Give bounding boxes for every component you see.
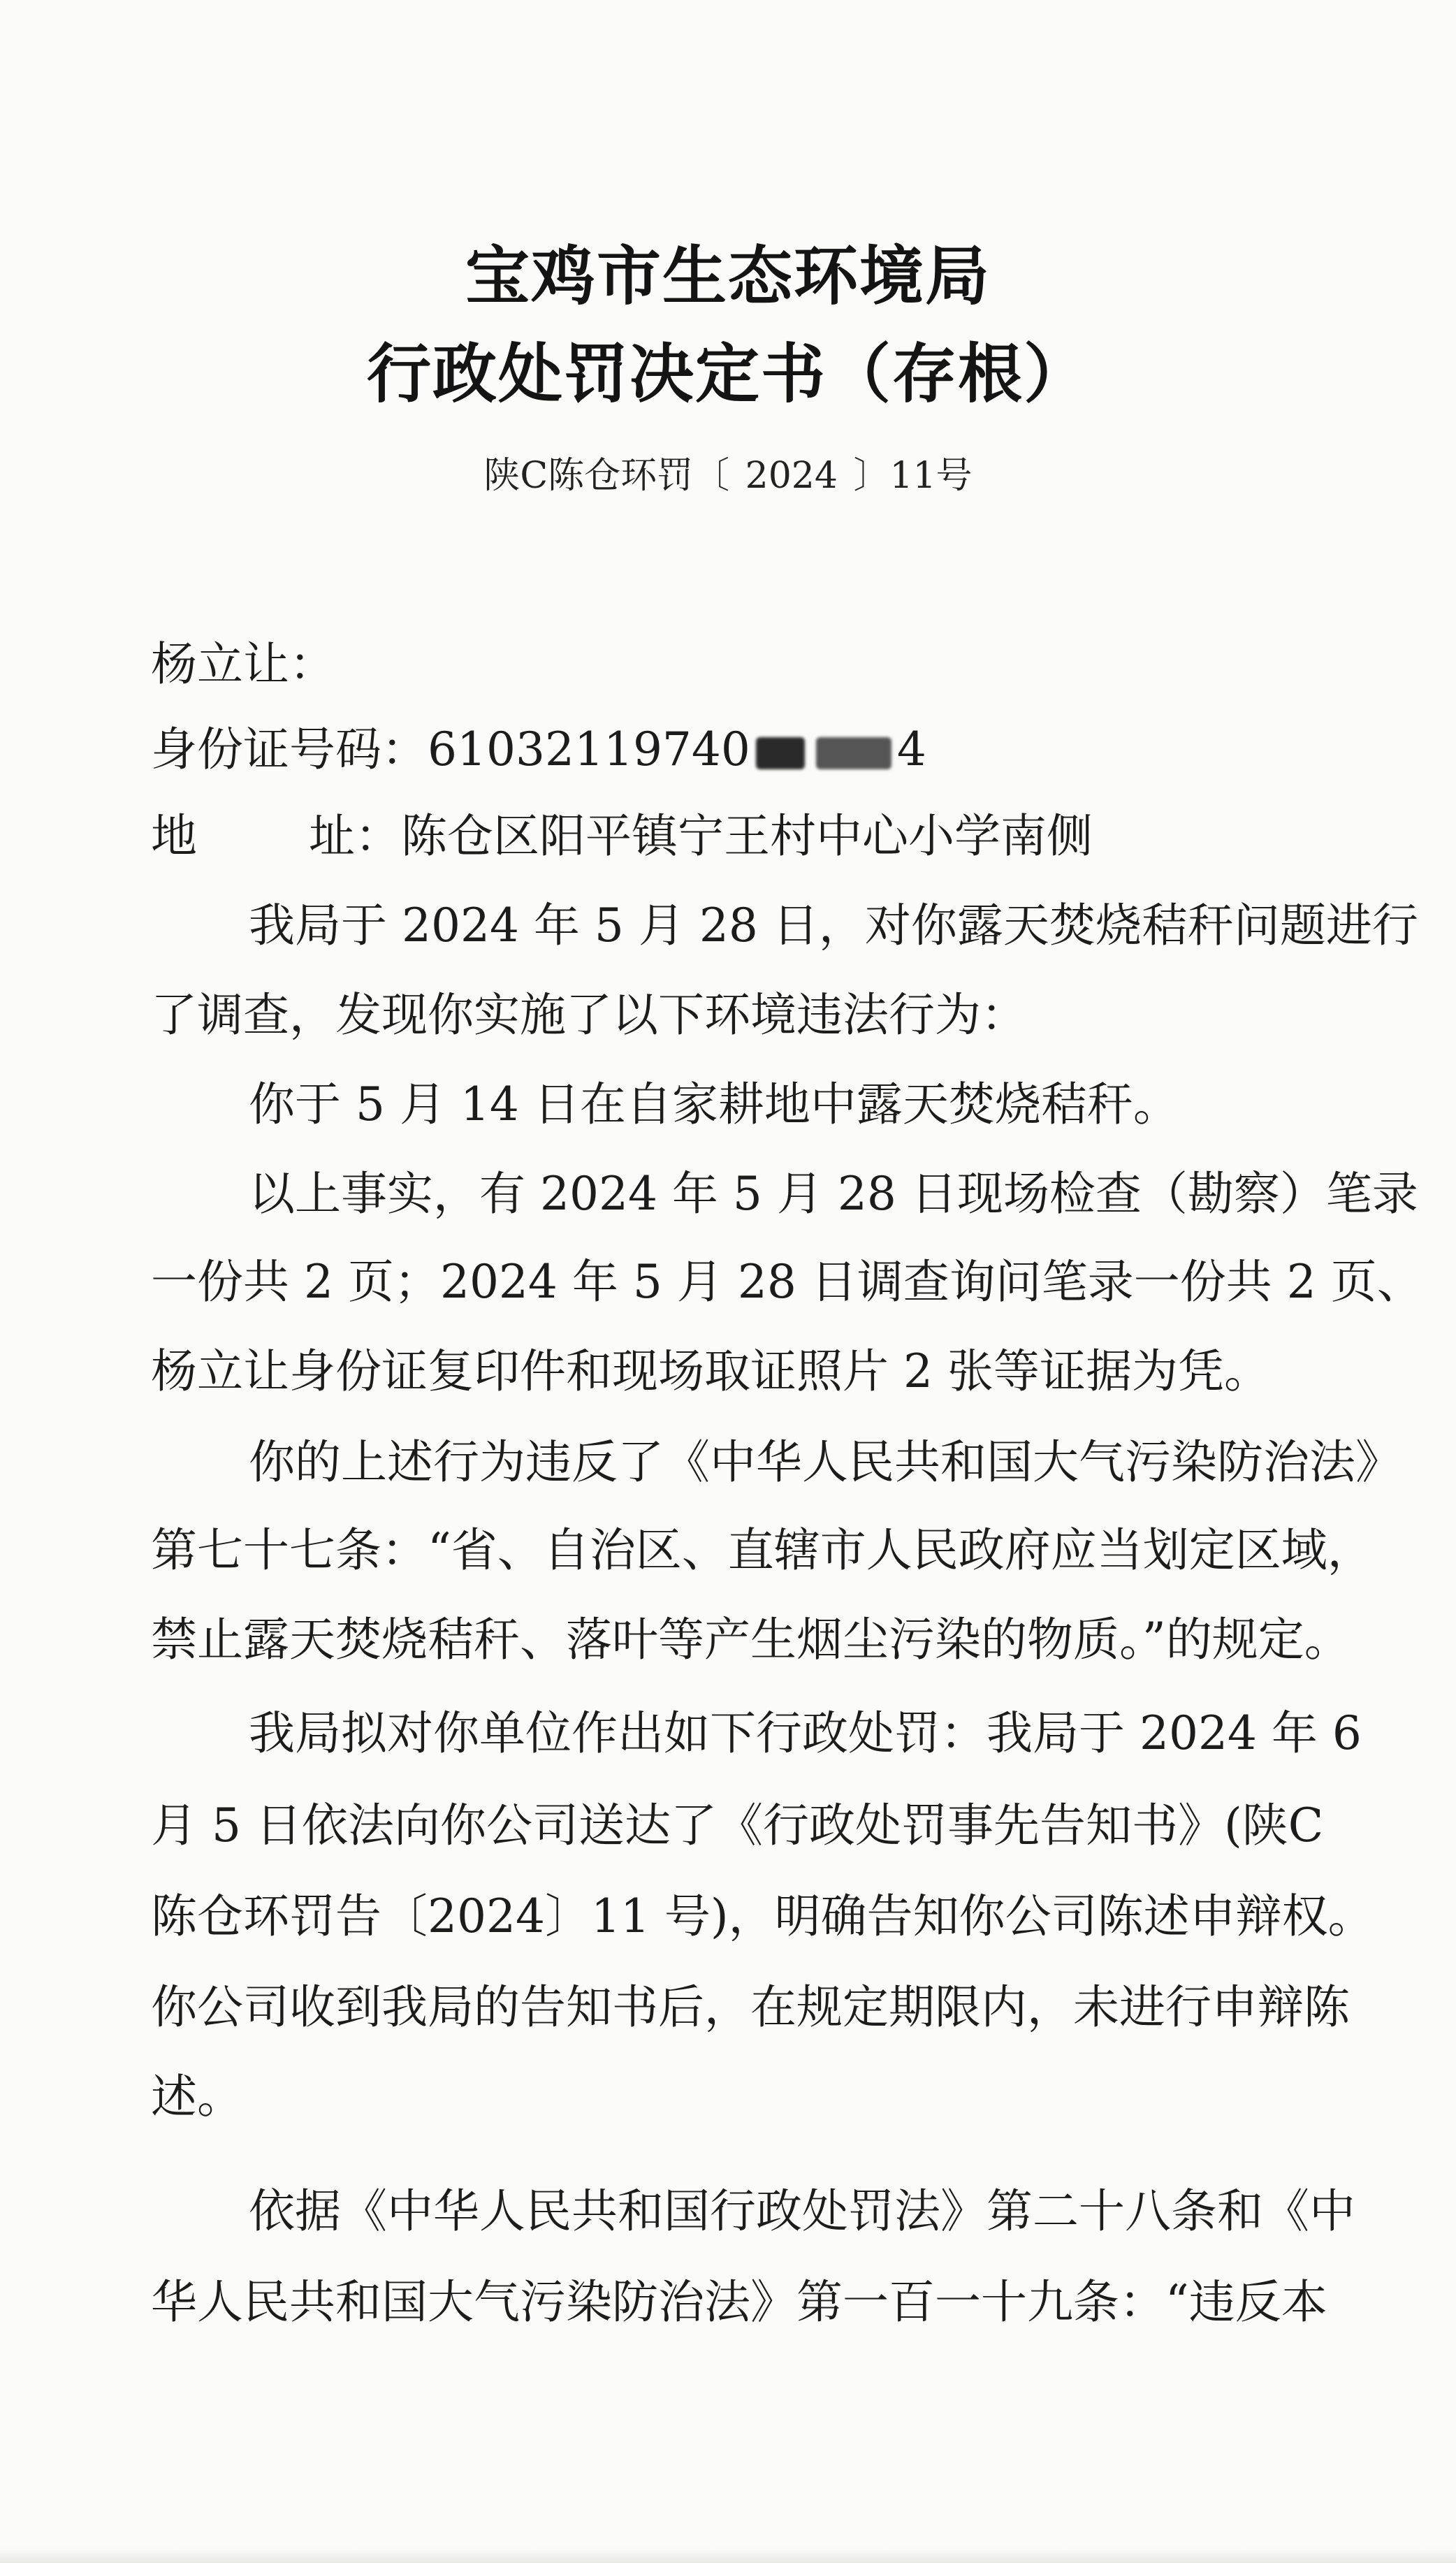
body-line: 你于 5 月 14 日在自家耕地中露天焚烧秸秆。: [249, 1077, 1179, 1131]
body-line: 依据《中华人民共和国行政处罚法》第二十八条和《中: [249, 2184, 1355, 2238]
id-number-suffix: 4: [896, 723, 926, 776]
body-line: 月 5 日依法向你公司送达了《行政处罚事先告知书》(陕C: [151, 1799, 1324, 1852]
redaction-mark: [756, 737, 805, 769]
body-line: 了调查，发现你实施了以下环境违法行为：: [151, 988, 1027, 1042]
body-line: 你的上述行为违反了《中华人民共和国大气污染防治法》: [249, 1435, 1402, 1489]
id-number-label: 身份证号码：: [151, 723, 428, 776]
party-name: 杨立让：: [151, 637, 335, 691]
body-line: 第七十七条：“省、自治区、直辖市人民政府应当划定区域，: [151, 1523, 1374, 1577]
doc-number: 陕C陈仓环罚〔 2024 〕11号: [483, 455, 973, 497]
body-line: 杨立让身份证复印件和现场取证照片 2 张等证据为凭。: [151, 1344, 1270, 1398]
body-line: 以上事实，有 2024 年 5 月 28 日现场检查（勘察）笔录: [249, 1167, 1418, 1221]
address-label-part2: 址：: [309, 809, 401, 863]
id-number-line: [151, 723, 926, 776]
address-label-part1: 地: [151, 809, 197, 863]
redaction-mark: [816, 737, 891, 769]
body-line: 华人民共和国大气污染防治法》第一百一十九条：“违反本: [151, 2275, 1327, 2329]
body-line: 我局拟对你单位作出如下行政处罚：我局于 2024 年 6: [249, 1706, 1362, 1760]
id-number-prefix: 61032119740: [428, 723, 750, 776]
body-line: 述。: [151, 2070, 243, 2123]
body-line: 陈仓环罚告〔2024〕11 号)，明确告知你公司陈述申辩权。: [151, 1889, 1374, 1943]
address-line: [151, 809, 1093, 863]
body-line: 一份共 2 页；2024 年 5 月 28 日调查询问笔录一份共 2 页、: [151, 1255, 1423, 1309]
doc-title-decision: 行政处罚决定书（存根）: [366, 337, 1089, 412]
page-bottom-edge: [0, 2548, 1456, 2563]
address-value: 陈仓区阳平镇宁王村中心小学南侧: [401, 809, 1093, 863]
doc-title-agency: 宝鸡市生态环境局: [465, 239, 991, 314]
body-line: 我局于 2024 年 5 月 28 日，对你露天焚烧秸秆问题进行: [249, 899, 1418, 952]
body-line: 你公司收到我局的告知书后，在规定期限内，未进行申辩陈: [151, 1980, 1350, 2034]
body-line: 禁止露天焚烧秸秆、落叶等产生烟尘污染的物质。”的规定。: [151, 1613, 1351, 1667]
